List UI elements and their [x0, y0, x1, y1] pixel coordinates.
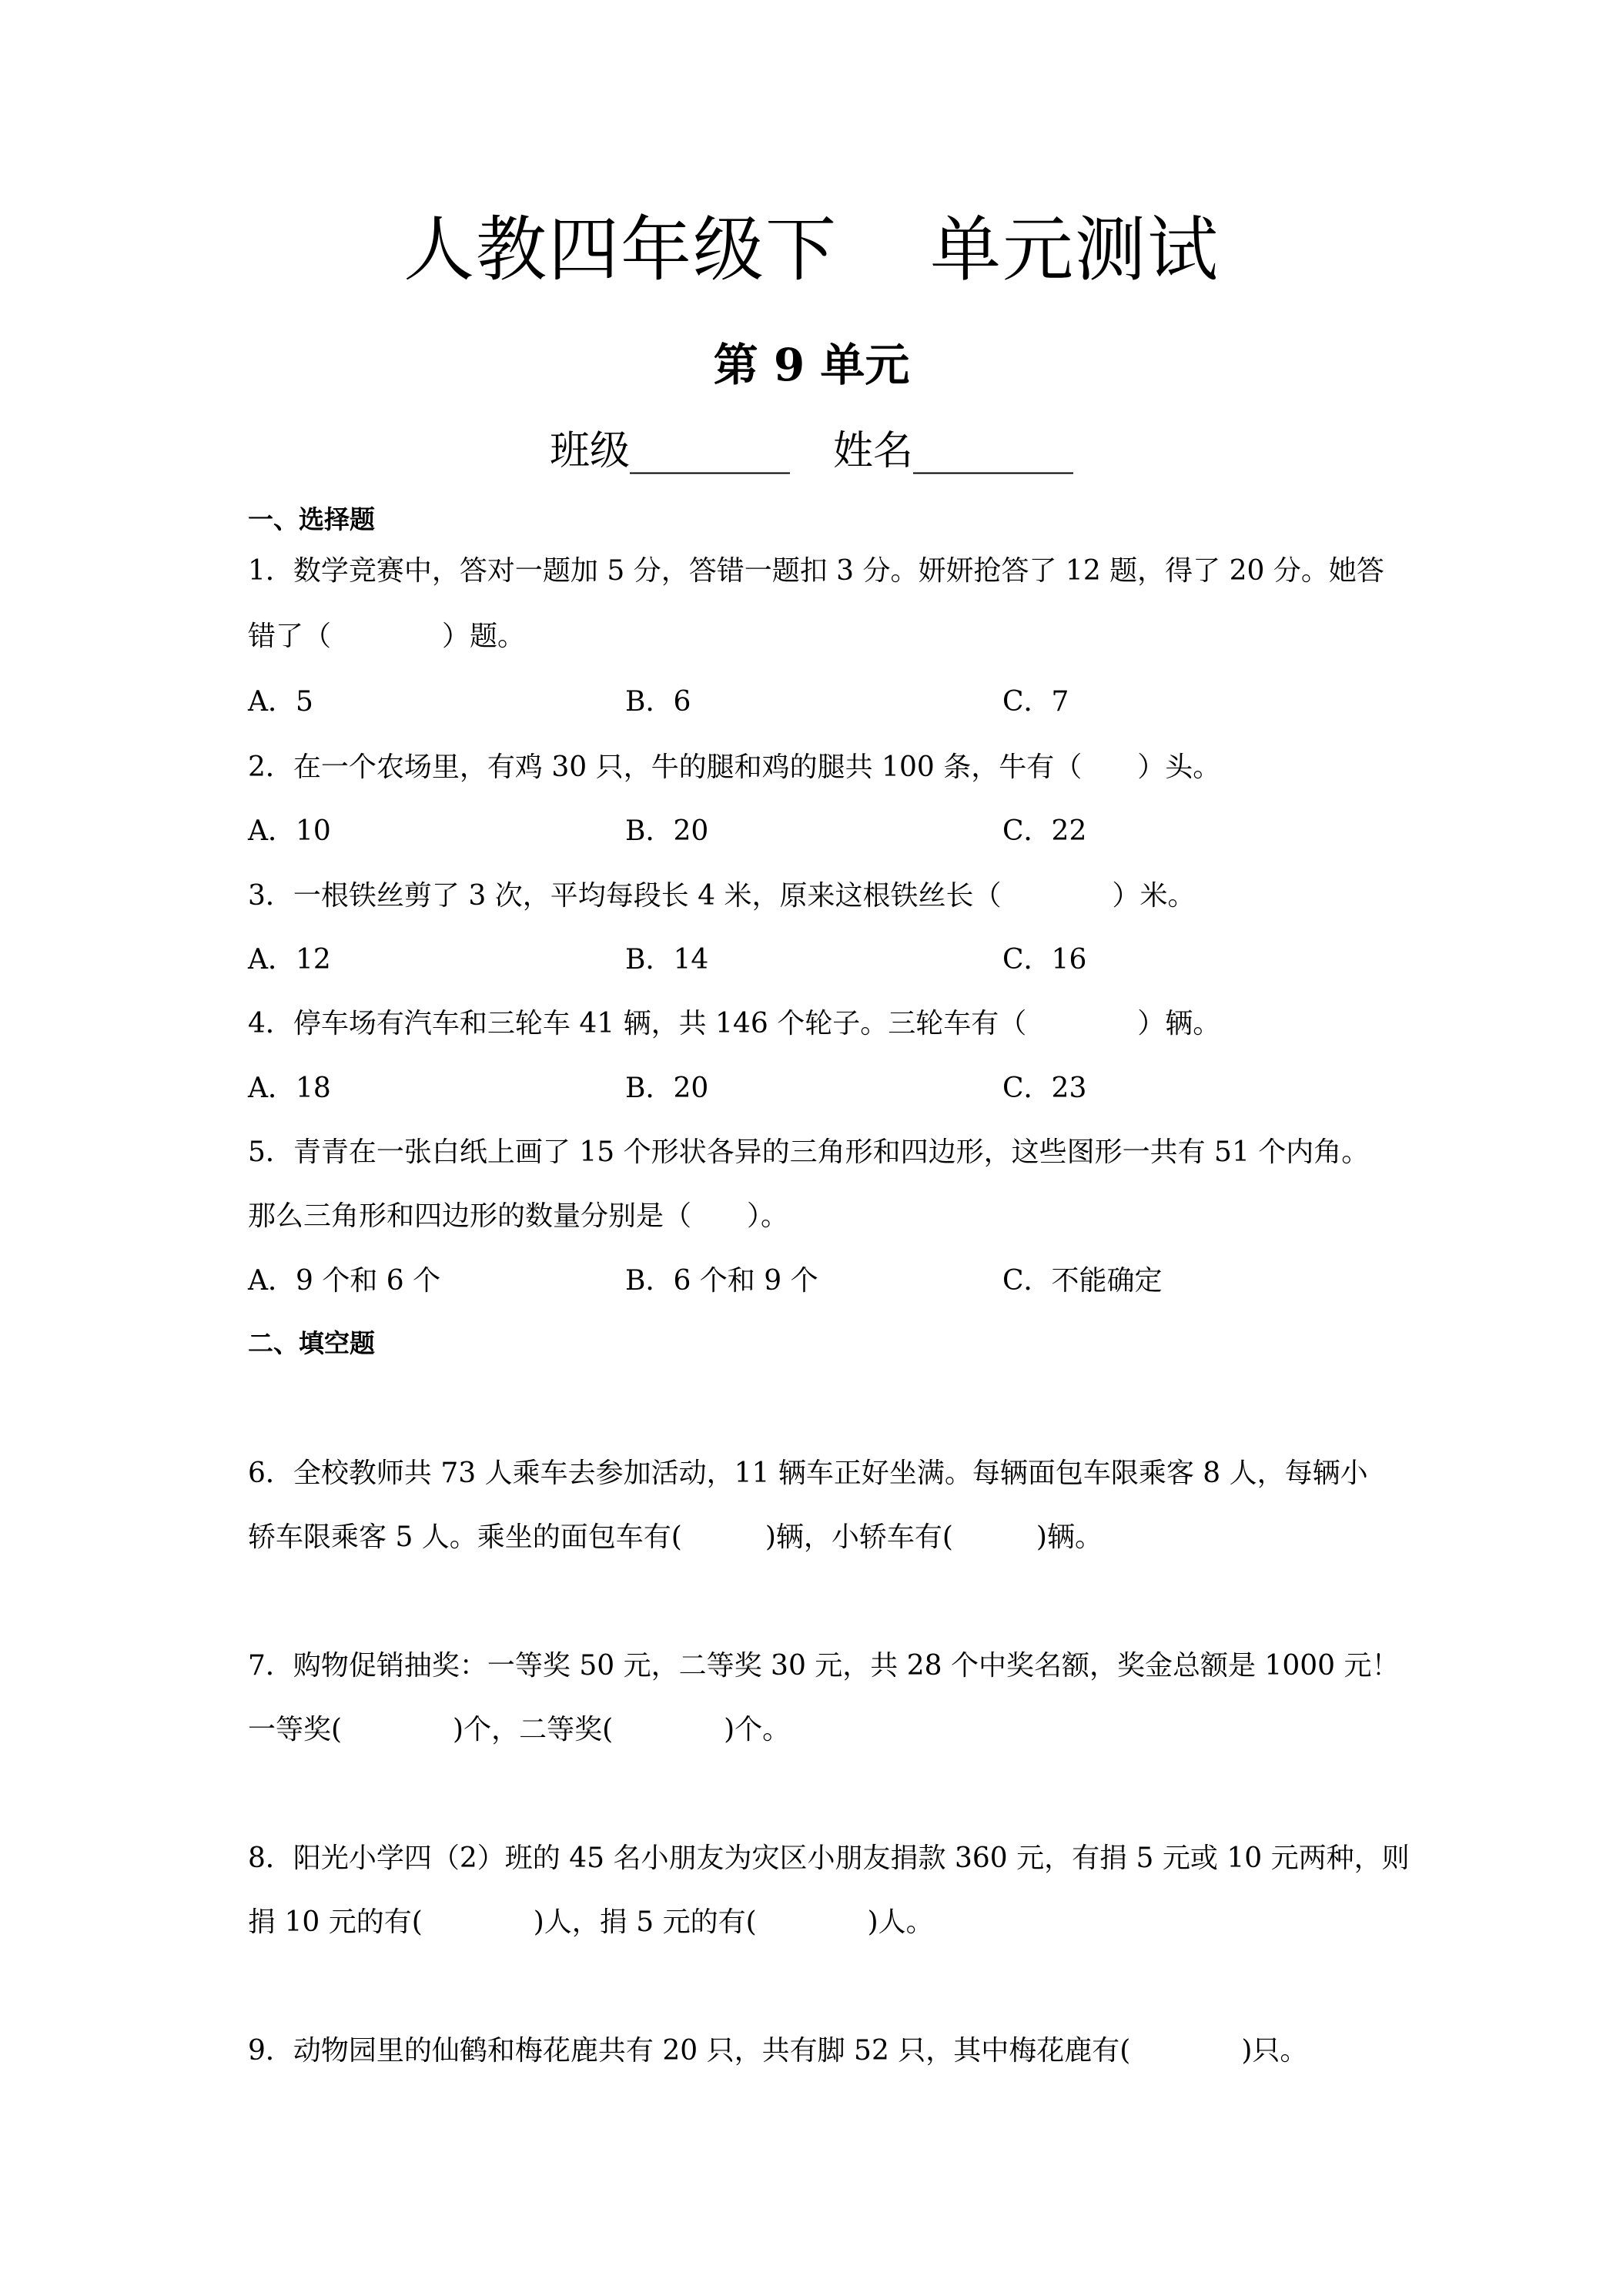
question-line: 5．青青在一张白纸上画了 15 个形状各异的三角形和四边形，这些图形一共有 51 个内角。: [248, 1136, 1370, 1168]
option-a: A．9 个和 6 个: [248, 1265, 441, 1297]
name-field: 姓名________: [833, 428, 1074, 474]
question-line: 4．停车场有汽车和三轮车 41 辆，共 146 个轮子。三轮车有（ ）辆。: [248, 1008, 1221, 1039]
question-line: 捐 10 元的有( )人，捐 5 元的有( )人。: [248, 1906, 934, 1938]
option-c: C．22: [1002, 815, 1087, 847]
question-line: 那么三角形和四边形的数量分别是（ ）。: [248, 1200, 789, 1232]
question-line: 9．动物园里的仙鹤和梅花鹿共有 20 只，共有脚 52 只，其中梅花鹿有( )只。: [248, 2035, 1308, 2067]
question-line: 一等奖( )个，二等奖( )个。: [248, 1714, 791, 1745]
title-left: 人教四年级下: [403, 209, 838, 291]
student-info-line: [0, 427, 1623, 475]
option-b: B．14: [625, 944, 709, 976]
page-title: [0, 208, 1623, 293]
question-line: 6．全校教师共 73 人乘车去参加活动，11 辆车正好坐满。每辆面包车限乘客 8 人，每辆小: [248, 1458, 1368, 1489]
question-line: 1．数学竞赛中，答对一题加 5 分，答错一题扣 3 分。妍妍抢答了 12 题，得了 20 分。她答: [248, 555, 1384, 587]
option-c: C．16: [1002, 944, 1087, 976]
option-c: C．23: [1002, 1073, 1087, 1104]
class-field: 班级________: [549, 428, 790, 474]
option-b: B．6: [625, 686, 691, 718]
option-c: C．7: [1002, 686, 1069, 718]
option-b: B．20: [625, 1073, 709, 1104]
section-heading-fill: 二、填空题: [248, 1328, 375, 1358]
question-line: 3．一根铁丝剪了 3 次，平均每段长 4 米，原来这根铁丝长（ ）米。: [248, 880, 1196, 912]
question-line: 7．购物促销抽奖：一等奖 50 元，二等奖 30 元，共 28 个中奖名额，奖金总额是 1000 元！: [248, 1650, 1400, 1682]
option-a: A．12: [248, 944, 331, 976]
option-a: A．10: [248, 815, 331, 847]
option-c: C．不能确定: [1002, 1265, 1163, 1297]
option-b: B．6 个和 9 个: [625, 1265, 818, 1297]
section-heading-choice: 一、选择题: [248, 504, 375, 534]
option-b: B．20: [625, 815, 709, 847]
question-line: 轿车限乘客 5 人。乘坐的面包车有( )辆，小轿车有( )辆。: [248, 1521, 1103, 1553]
title-right: 单元测试: [930, 209, 1220, 291]
option-a: A．18: [248, 1073, 331, 1104]
option-a: A．5: [248, 686, 313, 718]
question-line: 2．在一个农场里，有鸡 30 只，牛的腿和鸡的腿共 100 条，牛有（ ）头。: [248, 751, 1221, 783]
question-line: 8．阳光小学四（2）班的 45 名小朋友为灾区小朋友捐款 360 元，有捐 5 元或 10 元两种，则: [248, 1842, 1410, 1874]
question-line: 错了（ ）题。: [248, 621, 526, 652]
unit-title: 第 9 单元: [713, 339, 910, 391]
